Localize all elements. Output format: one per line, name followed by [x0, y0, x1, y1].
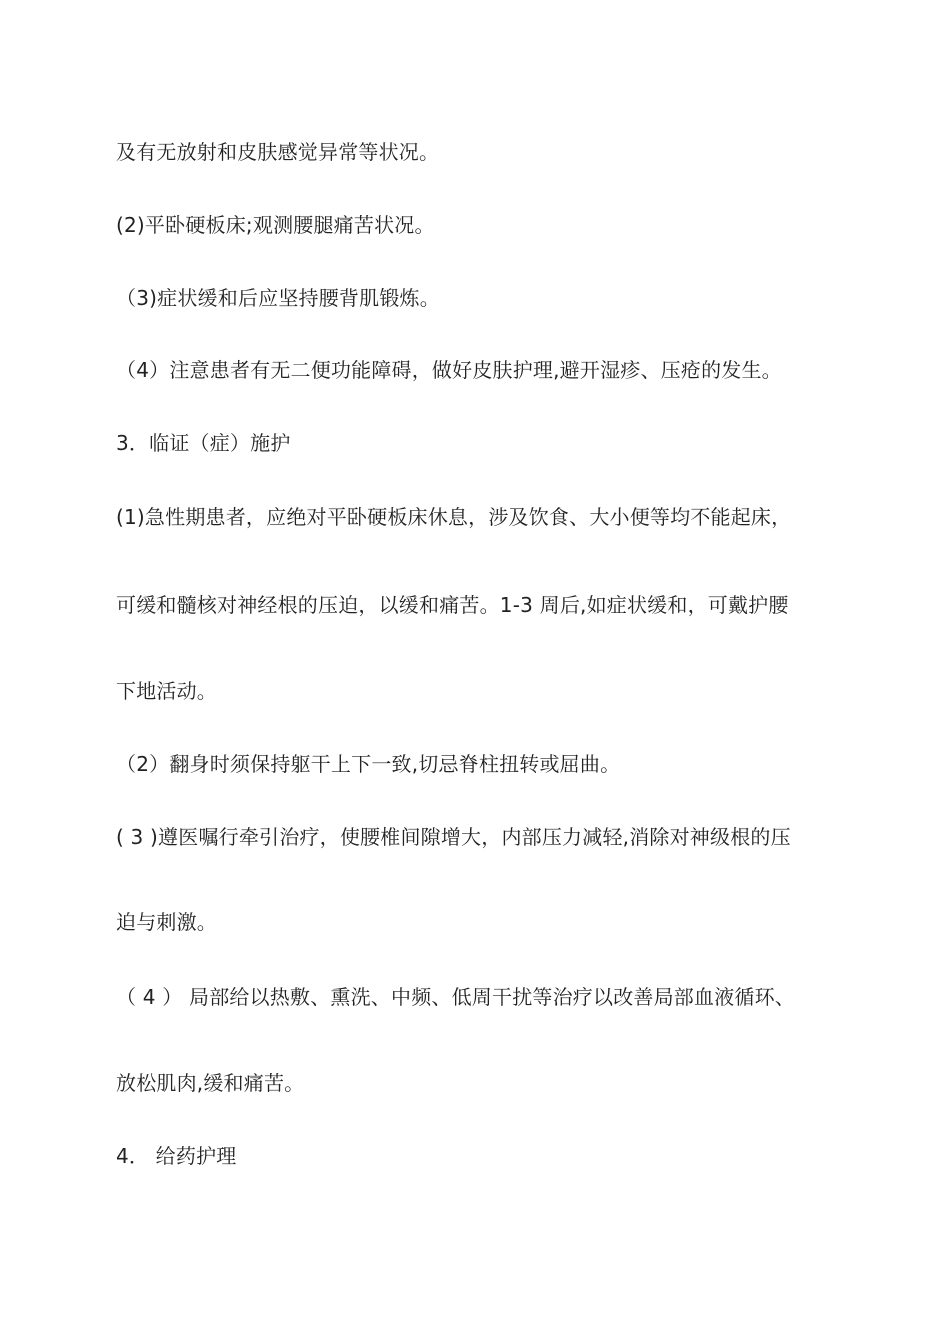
- text-line: 及有无放射和皮肤感觉异常等状况。: [116, 140, 440, 164]
- text-line: （4）注意患者有无二便功能障碍，做好皮肤护理,避开湿疹、压疮的发生。: [116, 358, 782, 382]
- text-line: 可缓和髓核对神经根的压迫，以缓和痛苦。1-3 周后,如症状缓和，可戴护腰: [116, 593, 789, 617]
- text-line: （3)症状缓和后应坚持腰背肌锻炼。: [116, 286, 440, 310]
- text-line: 迫与刺激。: [116, 910, 217, 934]
- text-line: 下地活动。: [116, 679, 217, 703]
- text-line: （2）翻身时须保持躯干上下一致,切忌脊柱扭转或屈曲。: [116, 752, 621, 776]
- text-line: ( 3 )遵医嘱行牵引治疗，使腰椎间隙增大，内部压力减轻,消除对神级根的压: [116, 825, 791, 849]
- text-line: (2)平卧硬板床;观测腰腿痛苦状况。: [116, 213, 435, 237]
- section-heading: 4． 给药护理: [116, 1144, 237, 1168]
- text-line: 放松肌肉,缓和痛苦。: [116, 1071, 305, 1095]
- section-heading: 3．临证（症）施护: [116, 431, 291, 455]
- text-line: (1)急性期患者，应绝对平卧硬板床休息，涉及饮食、大小便等均不能起床，: [116, 505, 792, 529]
- text-line: （ 4 ） 局部给以热敷、熏洗、中频、低周干扰等治疗以改善局部血液循环、: [116, 985, 795, 1009]
